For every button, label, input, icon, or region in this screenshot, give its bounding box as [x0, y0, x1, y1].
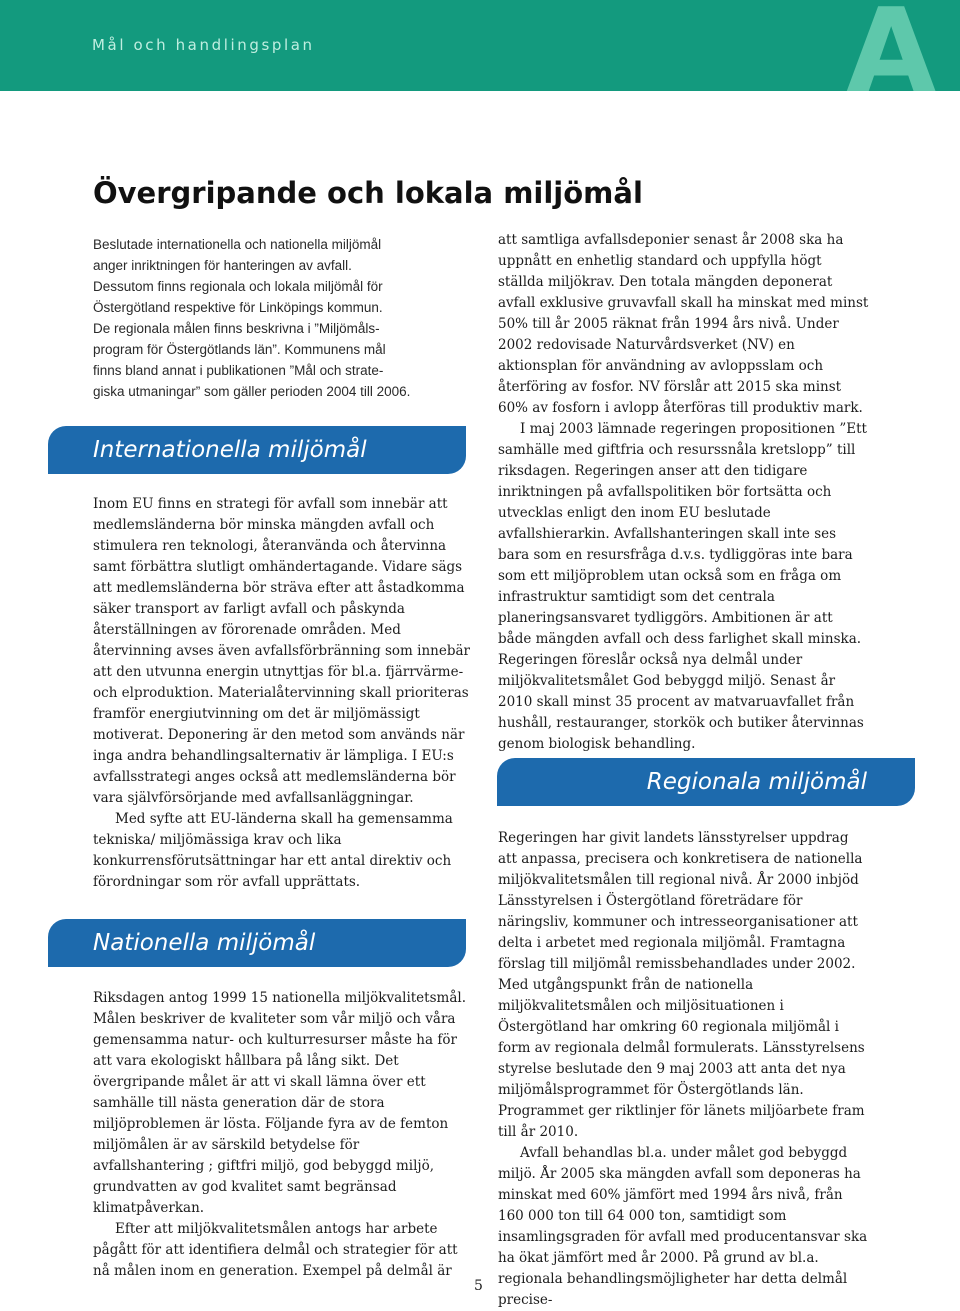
intro-line: giska utmaningar” som gäller perioden 2004 till 2006.	[93, 384, 411, 399]
intro-line: finns bland annat i publikationen ”Mål och strate-	[93, 363, 384, 378]
paragraph: Regeringen har givit landets länsstyrelser uppdrag att anpassa, precisera och konkretisera de nationella miljökvalitetsmålen till regional nivå. År 2000 inbjöd Länsstyrelsen i Östergötland företrädare för näringsliv, kommuner och intresseorganisationer att delta i arbetet med regionala miljömål. Framtagna förslag till miljömål remissbehandlades under 2002. Med utgångspunkt från de nationella miljökvalitetsmålen och miljösituationen i Östergötland har omkring 60 regionala miljömål i form av regionala delmål formulerats. Länsstyrelsens styrelse beslutade den 9 maj 2003 att anta det nya miljömålsprogrammet för Östergötlands län. Programmet ger riktlinjer för länets miljöarbete fram till år 2010.	[498, 830, 865, 1140]
paragraph: Inom EU finns en strategi för avfall som innebär att medlemsländerna bör minska mängden avfall och stimulera ren teknologi, återanvända och återvinna samt förbättra slutligt omhändertagande. Vidare sägs att medlemsländerna bör sträva efter att åstadkomma säker transport av farligt avfall och påskynda återställningen av förorenade områden. Med återvinning avses även avfallsförbränning som innebär att den utvunna energin utnyttjas för bl.a. fjärrvärme- och elproduktion. Materialåtervinning skall prioriteras framför energiutvinning om det är miljömässigt motiverat. Deponering är den metod som används när inga andra behandlingsalternativ är lämpliga. I EU:s avfallsstrategi anges också att medlemsländerna bör vara självförsörjande med avfallsanläggningar.	[93, 496, 470, 806]
national-heading: Nationella miljömål	[93, 930, 316, 956]
intro-text	[93, 234, 473, 402]
national-heading-banner	[48, 919, 466, 967]
section-letter: A	[846, 0, 936, 91]
intro-line: anger inriktningen för hanteringen av avfall.	[93, 258, 352, 273]
regional-heading: Regionala miljömål	[646, 769, 867, 795]
national-text-continued	[498, 230, 870, 755]
intro-line: Dessutom finns regionala och lokala miljömål för	[93, 279, 383, 294]
international-text	[93, 494, 473, 893]
page-title: Övergripande och lokala miljömål	[93, 176, 643, 210]
paragraph: Med syfte att EU-länderna skall ha gemensamma tekniska/ miljömässiga krav och lika konkurrensförutsättningar har ett antal direktiv och förordningar som rör avfall upprättats.	[93, 811, 453, 890]
international-heading: Internationella miljömål	[93, 437, 367, 463]
paragraph: att samtliga avfallsdeponier senast år 2008 ska ha uppnått en enhetlig standard och uppfylla högt ställda miljökrav. Den totala mängden deponerat avfall exklusive gruvavfall skall ha minskat med minst 50% till år 2005 räknat från 1994 års nivå. Under 2002 redovisade Naturvårdsverket (NV) en aktionsplan för användning av avloppsslam och återföring av fosfor. NV förslår att 2015 ska minst 60% av fosforn i avlopp återföras till produktiv mark.	[498, 232, 869, 416]
paragraph: Riksdagen antog 1999 15 nationella miljökvalitetsmål. Målen beskriver de kvaliteter som vår miljö och våra gemensamma natur- och kulturresurser måste ha för att vara ekologiskt hållbara på lång sikt. Det övergripande målet är att vi skall lämna över ett samhälle till nästa generation där de stora miljöproblemen är lösta. Följande fyra av de femton miljömålen är av särskild betydelse för avfallshantering ; giftfri miljö, god bebyggd miljö, grundvatten av god kvalitet samt begränsad klimatpåverkan.	[93, 990, 466, 1216]
paragraph: Avfall behandlas bl.a. under målet god bebyggd miljö. År 2005 ska mängden avfall som deponeras ha minskat med 60% jämfört med 1994 års nivå, från 160 000 ton till 64 000 ton, samtidigt som insamlingsgraden för avfall med producentansvar ska ha ökat jämfört med år 2000. På grund av bl.a. regionala behandlingsmöjligheter har detta delmål precise-	[498, 1145, 868, 1308]
page-number: 5	[474, 1278, 483, 1294]
section-label: Mål och handlingsplan	[92, 36, 315, 54]
header-band	[0, 0, 960, 91]
intro-line: Östergötland respektive för Linköpings kommun.	[93, 300, 383, 315]
paragraph: I maj 2003 lämnade regeringen propositionen ”Ett samhälle med giftfria och resurssnåla kretslopp” till riksdagen. Regeringen anser att den tidigare inriktningen på avfallspolitiken bör fortsätta och utvecklas enligt den inom EU beslutade avfallshierarkin. Avfallshanteringen skall inte ses bara som en resursfråga d.v.s. tydliggöras inte bara som ett miljöproblem utan också som en fråga om infrastruktur samtidigt som det centrala planeringsansvaret tydliggörs. Ambitionen är att både mängden avfall och dess farlighet skall minska. Regeringen föreslår också nya delmål under miljökvalitetsmålet God bebyggd miljö. Senast år 2010 skall minst 35 procent av matvaruavfallet från hushåll, restauranger, storkök och butiker återvinnas genom biologisk behandling.	[498, 421, 867, 752]
regional-text	[498, 828, 870, 1311]
regional-heading-banner	[497, 758, 915, 806]
intro-line: De regionala målen finns beskrivna i ”Miljömåls-	[93, 321, 380, 336]
paragraph: Efter att miljökvalitetsmålen antogs har arbete pågått för att identifiera delmål och strategier för att nå målen inom en generation. Exempel på delmål är	[93, 1221, 458, 1279]
international-heading-banner	[48, 426, 466, 474]
intro-line: Beslutade internationella och nationella miljömål	[93, 237, 382, 252]
national-text	[93, 988, 473, 1282]
intro-line: program för Östergötlands län”. Kommunens mål	[93, 342, 386, 357]
